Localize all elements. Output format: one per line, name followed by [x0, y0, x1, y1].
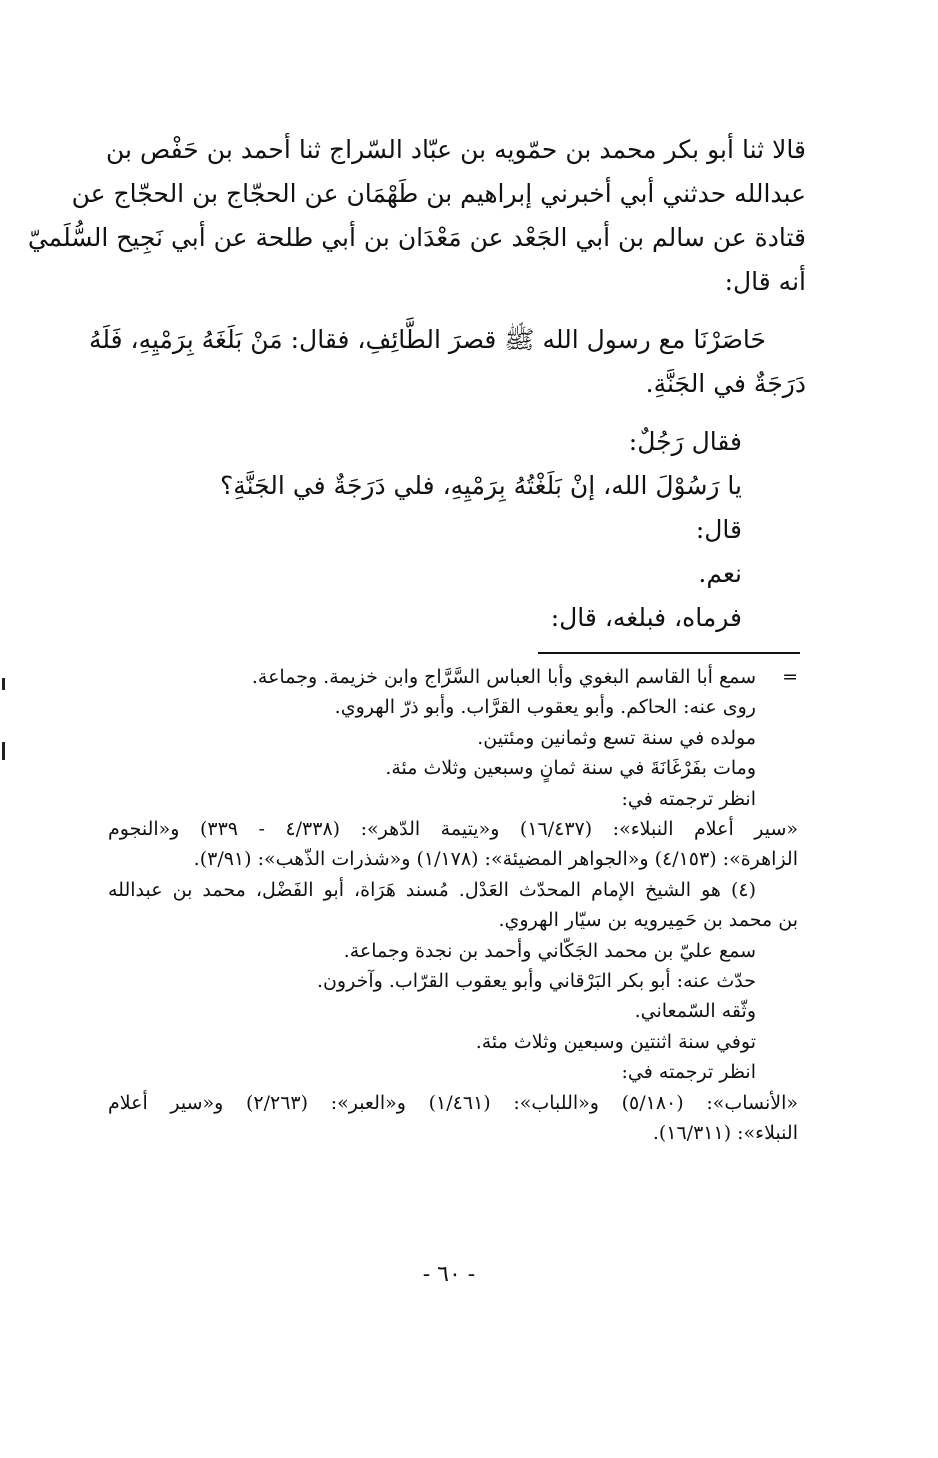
main-line: عبدالله حدثني أبي أخبرني إبراهيم بن طَهْمَان عن الحجّاج بن الحجّاج عن	[71, 179, 806, 208]
footnotes	[108, 662, 798, 1149]
footnote-separator	[538, 652, 800, 654]
main-line: قالا ثنا أبو بكر محمد بن حمّويه بن عبّاد السّراج ثنا أحمد بن حَفْص بن	[106, 135, 806, 164]
footnote-line: بن محمد بن حَمِيرويه بن سيّار الهروي.	[498, 909, 798, 932]
footnote-line: روى عنه: الحاكم. وأبو يعقوب القرَّاب. وأبو ذرّ الهروي.	[334, 696, 756, 719]
dialog-line: فرماه، فبلغه، قال:	[550, 603, 742, 632]
footnote-text: سمع أبا القاسم البغوي وأبا العباس السَّرَّاج وابن خزيمة. وجماعة.	[251, 666, 756, 688]
dialog-line: فقال رَجُلٌ:	[628, 427, 742, 456]
footnote-line: انظر ترجمته في:	[621, 1061, 756, 1084]
main-text	[27, 128, 806, 640]
footnote-line: (٤) هو الشيخ الإمام المحدّث العَدْل. مُسند هَرَاة، أبو الفَضْل، محمد بن عبدالله	[108, 878, 756, 901]
hadith-line: دَرَجَةٌ في الجَنَّةِ.	[645, 369, 806, 398]
dialog-line: يا رَسُوْلَ الله، إنْ بَلَغْتُهُ بِرَمْيِهِ، فلي دَرَجَةٌ في الجَنَّةِ؟	[219, 471, 742, 500]
scan-edge-mark	[2, 678, 5, 690]
main-line: أنه قال:	[724, 267, 806, 296]
footnote-line: «الأنساب»: (٥/١٨٠) و«اللباب»: (١/٤٦١) و«العبر»: (٢/٢٦٣) و«سير أعلام	[108, 1091, 798, 1114]
dialog-line: نعم.	[698, 559, 742, 588]
footnote-line: وثّقه السّمعاني.	[634, 1000, 756, 1023]
footnote-line: الزاهرة»: (٤/١٥٣) و«الجواهر المضيئة»: (١/١٧٨) و«شذرات الذّهب»: (٣/٩١).	[193, 848, 798, 871]
footnote-line: النبلاء»: (١٦/٣١١).	[652, 1122, 798, 1145]
continuation-marker: =	[782, 666, 798, 688]
footnote-line	[108, 662, 798, 692]
footnote-line: حدّث عنه: أبو بكر البَرْقاني وأبو يعقوب القرّاب. وآخرون.	[316, 970, 756, 993]
footnote-line: ومات بفَرْغَانَةَ في سنة ثمانٍ وسبعين وثلاث مئة.	[385, 757, 756, 780]
dialog-line: قال:	[695, 515, 742, 544]
footnote-line: مولده في سنة تسع وثمانين ومئتين.	[477, 726, 756, 749]
scan-edge-mark	[2, 742, 5, 760]
footnote-line: «سير أعلام النبلاء»: (١٦/٤٣٧) و«يتيمة الدّهر»: (٤/٣٣٨ - ٣٣٩) و«النجوم	[108, 818, 798, 841]
hadith-line: حَاصَرْنَا مع رسول الله ﷺ قصرَ الطَّائِفِ، فقال: مَنْ بَلَغَهُ بِرَمْيِهِ، فَلَهُ	[88, 325, 766, 354]
footnote-line: سمع عليّ بن محمد الجَكّاني وأحمد بن نجدة وجماعة.	[343, 939, 756, 962]
page-number: - ٦٠ -	[422, 1262, 476, 1287]
footnote-line: انظر ترجمته في:	[621, 787, 756, 810]
footnote-line: توفي سنة اثنتين وسبعين وثلاث مئة.	[475, 1030, 756, 1053]
dialog-block	[106, 420, 806, 640]
main-line: قتادة عن سالم بن أبي الجَعْد عن مَعْدَان بن أبي طلحة عن أبي نَجِيح السُّلَميّ	[27, 223, 806, 252]
